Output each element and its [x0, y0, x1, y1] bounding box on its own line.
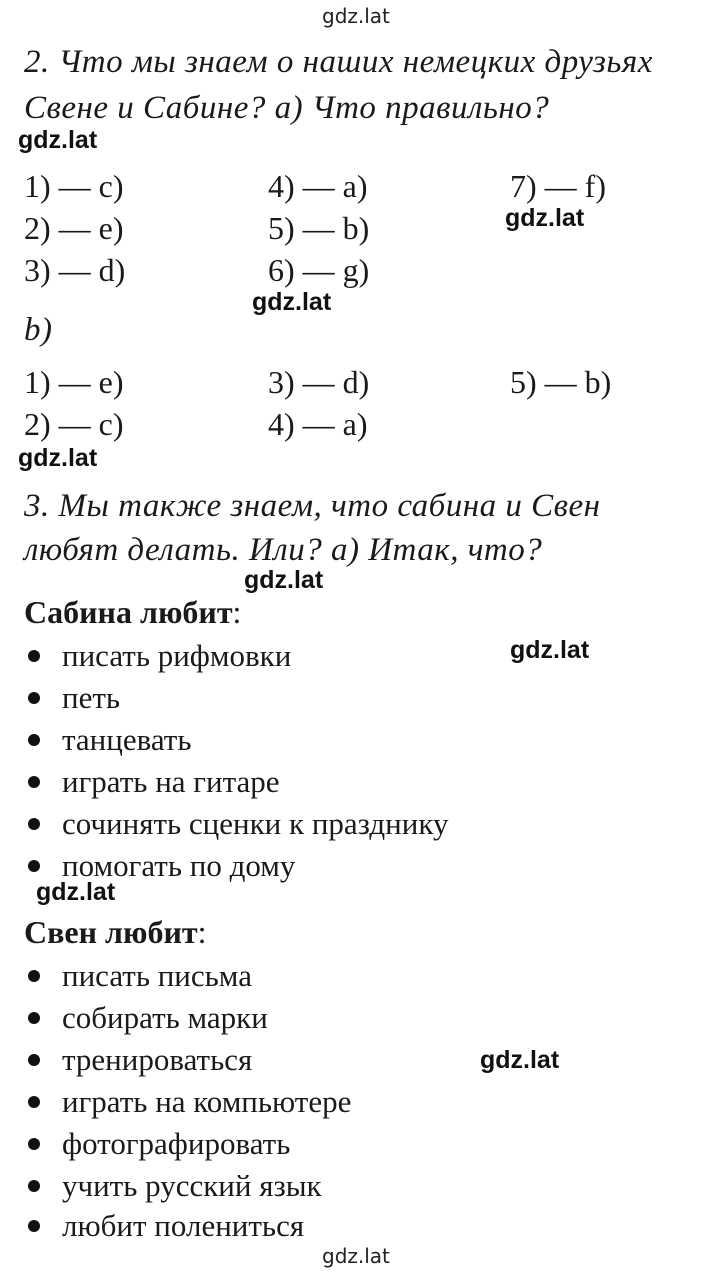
list-item-label: писать письма — [62, 958, 252, 993]
bullet-icon — [28, 692, 40, 704]
list-item-label: писать рифмовки — [62, 638, 292, 673]
list-item-label: учить русский язык — [62, 1168, 322, 1203]
bullet-icon — [28, 860, 40, 872]
list-item-label: играть на гитаре — [62, 764, 280, 799]
watermark: gdz.lat — [252, 288, 332, 316]
task2-b-answer-3: 3) — d) — [268, 364, 370, 400]
list-item — [28, 1126, 290, 1162]
bullet-icon — [28, 1054, 40, 1066]
list-item — [28, 764, 280, 800]
task2-title-line2: Свене и Сабине? a) Что правильно? — [24, 90, 550, 126]
list-item-label: играть на компьютере — [62, 1084, 352, 1119]
bullet-icon — [28, 1180, 40, 1192]
bullet-icon — [28, 1220, 40, 1232]
watermark: gdz.lat — [18, 444, 98, 472]
task2-a-answer-3: 3) — d) — [24, 252, 126, 288]
list-item — [28, 1168, 322, 1204]
watermark: gdz.lat — [36, 878, 116, 906]
list-item-label: фотографировать — [62, 1126, 291, 1161]
list-item-label: танцевать — [62, 722, 192, 757]
bullet-icon — [28, 776, 40, 788]
list-item-label: петь — [62, 680, 121, 715]
task3-title-line2: любят делать. Или? a) Итак, что? — [24, 532, 543, 568]
task2-b-answer-4: 4) — a) — [268, 406, 368, 442]
list-item — [28, 1084, 351, 1120]
list-item — [28, 1208, 304, 1244]
list-item-label: тренироваться — [62, 1042, 253, 1077]
bullet-icon — [28, 734, 40, 746]
task2-b-answer-2: 2) — c) — [24, 406, 124, 442]
task2-a-answer-6: 6) — g) — [268, 252, 370, 288]
sabina-heading-colon: : — [232, 594, 242, 630]
list-item — [28, 680, 120, 716]
bullet-icon — [28, 650, 40, 662]
sven-heading — [24, 914, 206, 951]
task2-b-answer-5: 5) — b) — [510, 364, 612, 400]
sabina-heading — [24, 594, 241, 631]
list-item — [28, 1042, 252, 1078]
task2-a-answer-7: 7) — f) — [510, 168, 606, 204]
task2-title-line1: 2. Что мы знаем о наших немецких друзьях — [24, 44, 653, 80]
list-item-label: любит полениться — [62, 1208, 305, 1243]
task2-a-answer-4: 4) — a) — [268, 168, 368, 204]
list-item-label: сочинять сценки к празднику — [62, 806, 449, 841]
bullet-icon — [28, 818, 40, 830]
watermark-bottom: gdz.lat — [322, 1244, 390, 1268]
watermark: gdz.lat — [244, 566, 324, 594]
list-item — [28, 638, 291, 674]
list-item — [28, 722, 192, 758]
task2-a-answer-1: 1) — c) — [24, 168, 124, 204]
bullet-icon — [28, 1096, 40, 1108]
list-item-label: помогать по дому — [62, 848, 296, 883]
task2-b-answer-1: 1) — e) — [24, 364, 124, 400]
sven-heading-text: Свен любит — [24, 914, 198, 950]
task2-a-answer-5: 5) — b) — [268, 210, 370, 246]
watermark: gdz.lat — [510, 636, 590, 664]
bullet-icon — [28, 970, 40, 982]
task3-title-line1: 3. Мы также знаем, что сабина и Свен — [24, 488, 601, 524]
bullet-icon — [28, 1138, 40, 1150]
watermark: gdz.lat — [480, 1046, 560, 1074]
list-item — [28, 958, 252, 994]
task2-b-label: b) — [24, 312, 53, 348]
watermark: gdz.lat — [18, 126, 98, 154]
list-item — [28, 806, 448, 842]
list-item — [28, 1000, 268, 1036]
task2-a-answer-2: 2) — e) — [24, 210, 124, 246]
sven-heading-colon: : — [197, 914, 207, 950]
sabina-heading-text: Сабина любит — [24, 594, 233, 630]
watermark: gdz.lat — [505, 204, 585, 232]
list-item-label: собирать марки — [62, 1000, 268, 1035]
bullet-icon — [28, 1012, 40, 1024]
watermark-top: gdz.lat — [322, 4, 390, 28]
